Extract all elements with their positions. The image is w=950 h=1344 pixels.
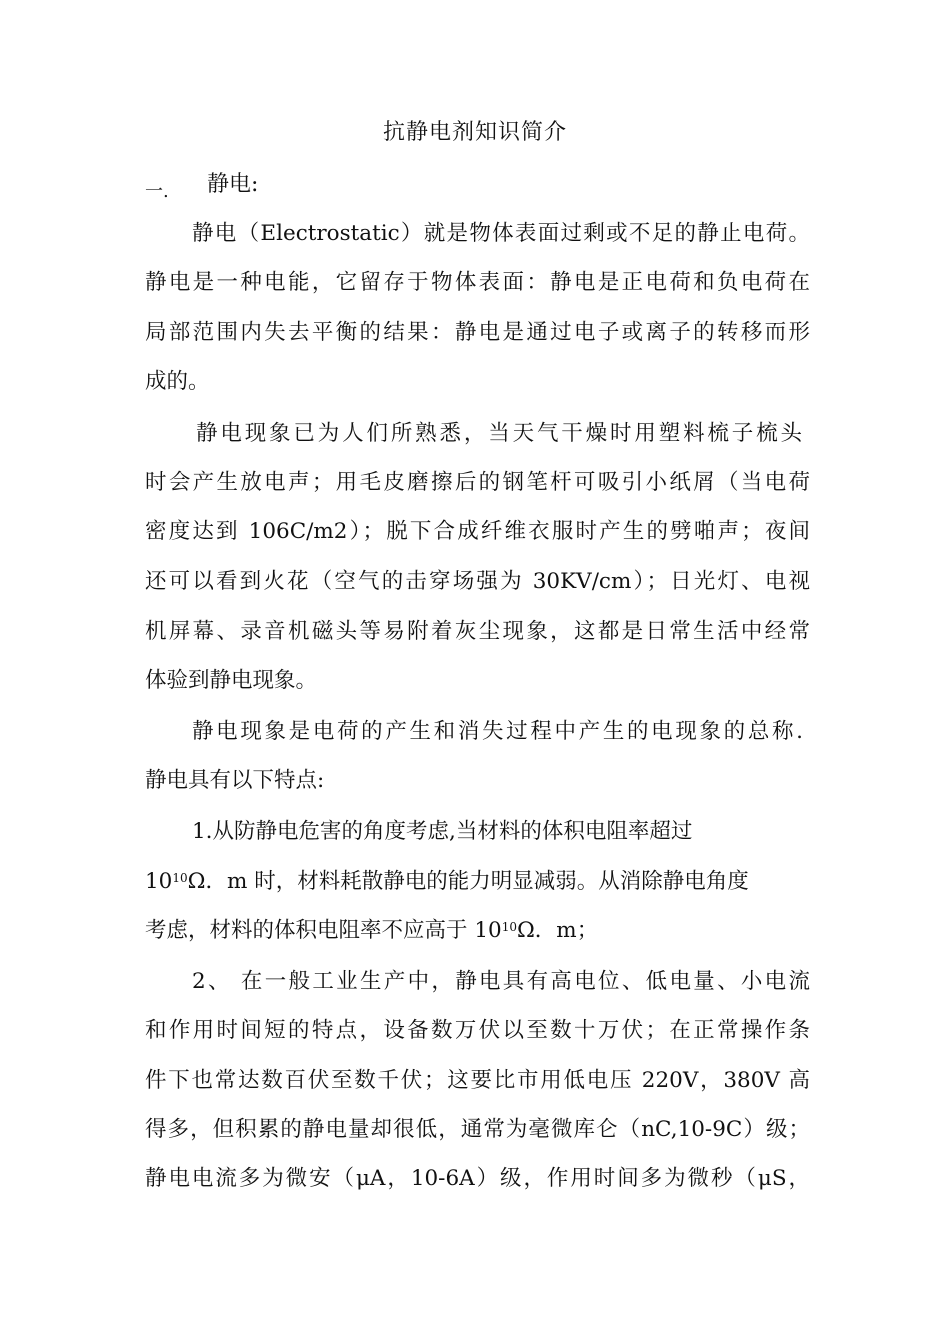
paragraph-line: 体验到静电现象。 [145, 668, 318, 693]
paragraph-line: 1.从防静电危害的角度考虑,当材料的体积电阻率超过 [192, 819, 693, 844]
section-number: 一. [145, 181, 169, 202]
paragraph-line: 静电具有以下特点: [145, 768, 325, 793]
paragraph-line: 件下也常达数百伏至数千伏；这要比市用低电压 220V，380V 高 [145, 1068, 810, 1093]
paragraph-line: 密度达到 106C/m2）；脱下合成纤维衣服时产生的劈啪声；夜间 [145, 519, 810, 544]
line-text: Ω．m 时，材料耗散静电的能力明显减弱。从消除静电角度 [187, 869, 749, 894]
section-heading [145, 170, 258, 201]
section-title: 静电: [207, 172, 259, 197]
paragraph-line: 和作用时间短的特点，设备数万伏以至数十万伏；在正常操作条 [145, 1018, 810, 1043]
paragraph-line: 成的。 [145, 369, 210, 394]
paragraph-line: 机屏幕、录音机磁头等易附着灰尘现象，这都是日常生活中经常 [145, 619, 810, 644]
paragraph-line: 局部范围内失去平衡的结果：静电是通过电子或离子的转移而形 [145, 320, 810, 345]
paragraph-line: 时会产生放电声；用毛皮磨擦后的钢笔杆可吸引小纸屑（当电荷 [145, 470, 810, 495]
paragraph-line: 2、 在一般工业生产中，静电具有高电位、低电量、小电流 [192, 969, 810, 994]
exponent: 10 [172, 871, 188, 885]
paragraph-line: 还可以看到火花（空气的击穿场强为 30KV/cm）；日光灯、电视 [145, 569, 810, 594]
paragraph-line: 静电（Electrostatic）就是物体表面过剩或不足的静止电荷。 [192, 221, 810, 246]
paragraph-line [145, 867, 810, 897]
number-base: 10 [145, 869, 173, 894]
paragraph-line: 静电电流多为微安（μA，10-6A）级，作用时间多为微秒（μS， [145, 1166, 810, 1191]
document-title: 抗静电剂知识简介 [382, 120, 567, 145]
paragraph-line [145, 916, 810, 946]
line-text: 考虑，材料的体积电阻率不应高于 10 [145, 918, 502, 943]
paragraph-line: 静电现象已为人们所熟悉，当天气干燥时用塑料梳子梳头 [196, 421, 802, 446]
paragraph-line: 得多，但积累的静电量却很低，通常为毫微库仑（nC,10-9C）级； [145, 1117, 810, 1142]
exponent: 10 [501, 920, 517, 934]
paragraph-line: 静电现象是电荷的产生和消失过程中产生的电现象的总称. [192, 719, 803, 744]
line-text: Ω．m； [516, 918, 599, 943]
paragraph-line: 静电是一种电能，它留存于物体表面：静电是正电荷和负电荷在 [145, 270, 810, 295]
